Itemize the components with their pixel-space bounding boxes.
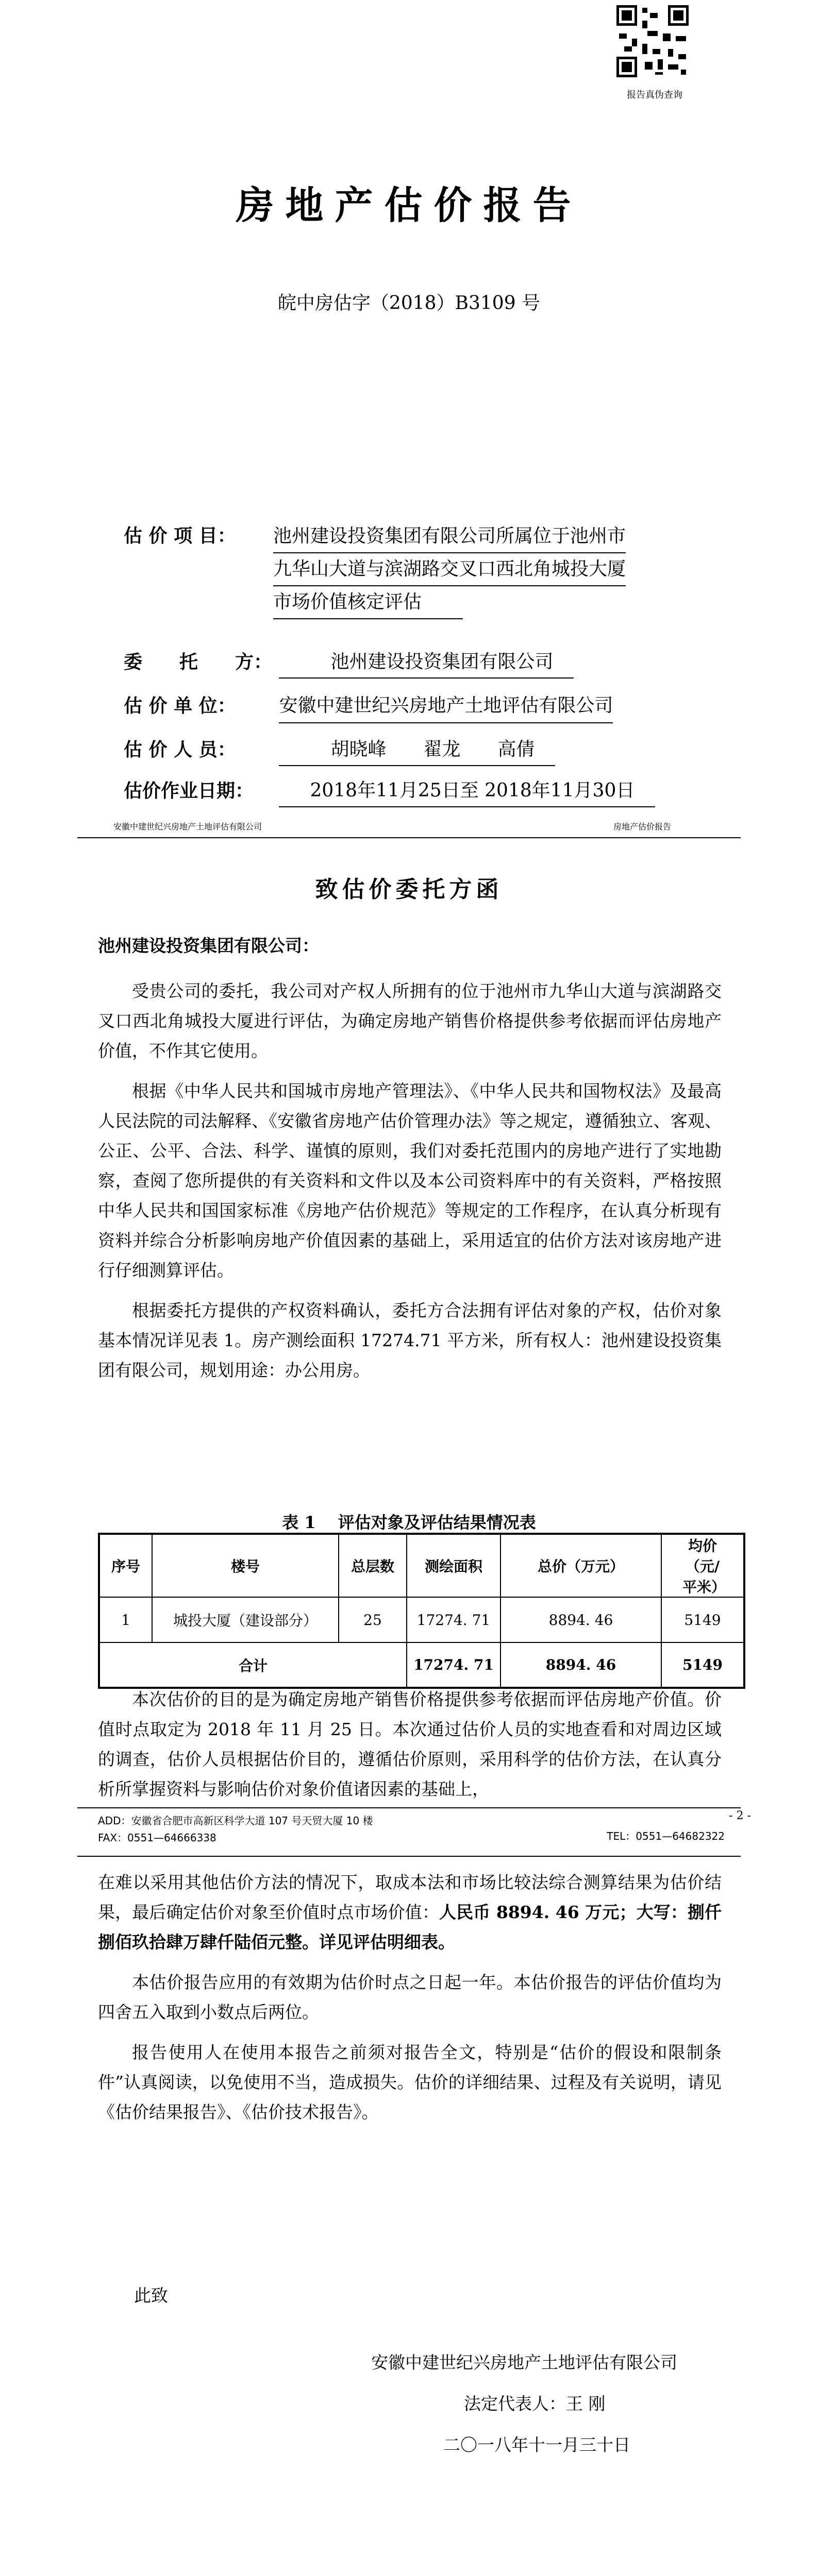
table-header-row [99, 1534, 744, 1597]
table-cell: 城投大厦（建设部分） [152, 1597, 339, 1642]
paragraph: 本估价报告应用的有效期为估价时点之日起一年。本估价报告的评估价值均为四舍五入取到小数点后两位。 [98, 1972, 722, 2022]
valuation-table [98, 1533, 745, 1689]
table-cell: 8894. 46 [500, 1597, 661, 1642]
footer-rule [77, 1807, 741, 1808]
table-cell: 5149 [661, 1642, 744, 1688]
paragraph: 受贵公司的委托，我公司对产权人所拥有的位于池州市九华山大道与滨湖路交叉口西北角城投大厦进行评估，为确定房地产销售价格提供参考依据而评估房地产价值，不作其它使用。 [98, 981, 722, 1061]
result-text: 在难以采用其他估价方法的情况下，取成本法和市场比较法综合测算结果为估价结果，最后确定估价对象至价值时点市场价值： [98, 1872, 722, 1922]
footer-fax: FAX：0551—64666338 [98, 1832, 216, 1844]
table-header: 总价（万元） [500, 1534, 661, 1597]
client-label: 委 托 方： [124, 651, 273, 673]
date-value: 2018年11月25日至 2018年11月30日 [279, 775, 655, 807]
table-caption: 表 1 评估对象及评估结果情况表 [282, 1513, 536, 1532]
paragraph: 根据《中华人民共和国城市房地产管理法》、《中华人民共和国物权法》及最高人民法院的司法解释、《安徽省房地产估价管理办法》等之规定，遵循独立、客观、公正、公平、合法、科学、谨慎的原则，我们对委托范围内的房地产进行了实地勘察，查阅了您所提供的有关资料和文件以及本公司资料库中的有关资料，严格按照中华人民共和国国家标准《房地产估价规范》等规定的工作程序，在认真分析现有资料并综合分析影响房地产价值因素的基础上，采用适宜的估价方法对该房地产进行仔细测算评估。 [98, 1081, 722, 1280]
table-total-row [99, 1642, 744, 1688]
header-rule [77, 1856, 741, 1857]
project-line: 池州建设投资集团有限公司所属位于池州市 [273, 520, 626, 553]
table-cell: 5149 [661, 1597, 744, 1642]
client-value: 池州建设投资集团有限公司 [279, 647, 574, 679]
paragraph [98, 1868, 722, 1957]
client-row [124, 647, 574, 679]
page-number: - 2 - [729, 1809, 751, 1822]
table-cell: 合计 [99, 1642, 407, 1688]
table-header: 总层数 [339, 1534, 407, 1597]
table-cell: 8894. 46 [500, 1642, 661, 1688]
appraiser-label: 估 价 单 位： [124, 695, 236, 717]
closing: 此致 [134, 2285, 168, 2306]
date-label: 估价作业日期： [124, 780, 254, 802]
qr-label: 报告真伪查询 [627, 90, 682, 100]
staff-value: 胡晓峰 翟龙 高倩 [279, 734, 555, 766]
table-header: 测绘面积 [407, 1534, 500, 1597]
date-row [124, 775, 655, 807]
paragraph: 根据委托方提供的产权资料确认，委托方合法拥有评估对象的产权，估价对象基本情况详见表 1。房产测绘面积 17274.71 平方米，所有权人：池州建设投资集团有限公司，规划用途：办公用房。 [98, 1300, 722, 1380]
header-company: 安徽中建世纪兴房地产土地评估有限公司 [113, 822, 262, 832]
project-row [124, 520, 273, 551]
header-rule [77, 837, 741, 838]
table-row [99, 1597, 744, 1642]
signature-date: 二〇一八年十一月三十日 [443, 2435, 630, 2455]
project-label: 估 价 项 目： [124, 525, 236, 547]
appraiser-row [124, 690, 613, 723]
header-doc: 房地产估价报告 [613, 822, 672, 832]
qr-code-icon [616, 5, 689, 77]
table-header: 楼号 [152, 1534, 339, 1597]
table-cell: 17274. 71 [407, 1642, 500, 1688]
staff-label: 估 价 人 员： [124, 739, 236, 760]
paragraph: 报告使用人在使用本报告之前须对报告全文，特别是“估价的假设和限制条件”认真阅读，以免使用不当，造成损失。估价的详细结果、过程及有关说明，请见《估价结果报告》、《估价技术报告》。 [98, 2042, 722, 2122]
page2-footer [98, 1812, 745, 1844]
letter-body-2 [98, 1685, 722, 1804]
table-header: 序号 [99, 1534, 152, 1597]
document-number: 皖中房估字（2018）B3109 号 [277, 293, 541, 314]
signature-representative: 法定代表人：王 刚 [464, 2394, 606, 2414]
letter-body-3 [98, 1868, 722, 2127]
table-cell: 17274. 71 [407, 1597, 500, 1642]
project-line: 九华山大道与滨湖路交叉口西北角城投大厦 [273, 553, 626, 586]
report-title: 房地产估价报告 [236, 183, 582, 228]
footer-address: ADD：安徽省合肥市高新区科学大道 107 号天贸大厦 10 楼 [98, 1815, 373, 1827]
signature-company: 安徽中建世纪兴房地产土地评估有限公司 [371, 2352, 677, 2372]
table-cell: 1 [99, 1597, 152, 1642]
project-line: 市场价值核定评估 [273, 586, 463, 619]
paragraph: 本次估价的目的是为确定房地产销售价格提供参考依据而评估房地产价值。价值时点取定为 2018 年 11 月 25 日。本次通过估价人员的实地查看和对周边区域的调查，估价人员根据估价目的，遵循估价原则，采用科学的估价方法，在认真分析所掌握资料与影响估价对象价值诸因素的基础上， [98, 1689, 722, 1799]
letter-addressee: 池州建设投资集团有限公司： [98, 936, 319, 956]
result-amount: 人民币 8894. 46 万元；大写：捌仟捌佰玖拾肆万肆仟陆佰元整。详见评估明细表。 [98, 1902, 722, 1952]
table-cell: 25 [339, 1597, 407, 1642]
table-header: 均价（元/平米） [661, 1534, 744, 1597]
project-value [273, 520, 626, 619]
letter-body-1 [98, 976, 722, 1385]
staff-row [124, 734, 555, 766]
footer-tel: TEL：0551—64682322 [607, 1830, 725, 1842]
appraiser-value: 安徽中建世纪兴房地产土地评估有限公司 [279, 690, 613, 723]
letter-title: 致估价委托方函 [315, 876, 503, 903]
